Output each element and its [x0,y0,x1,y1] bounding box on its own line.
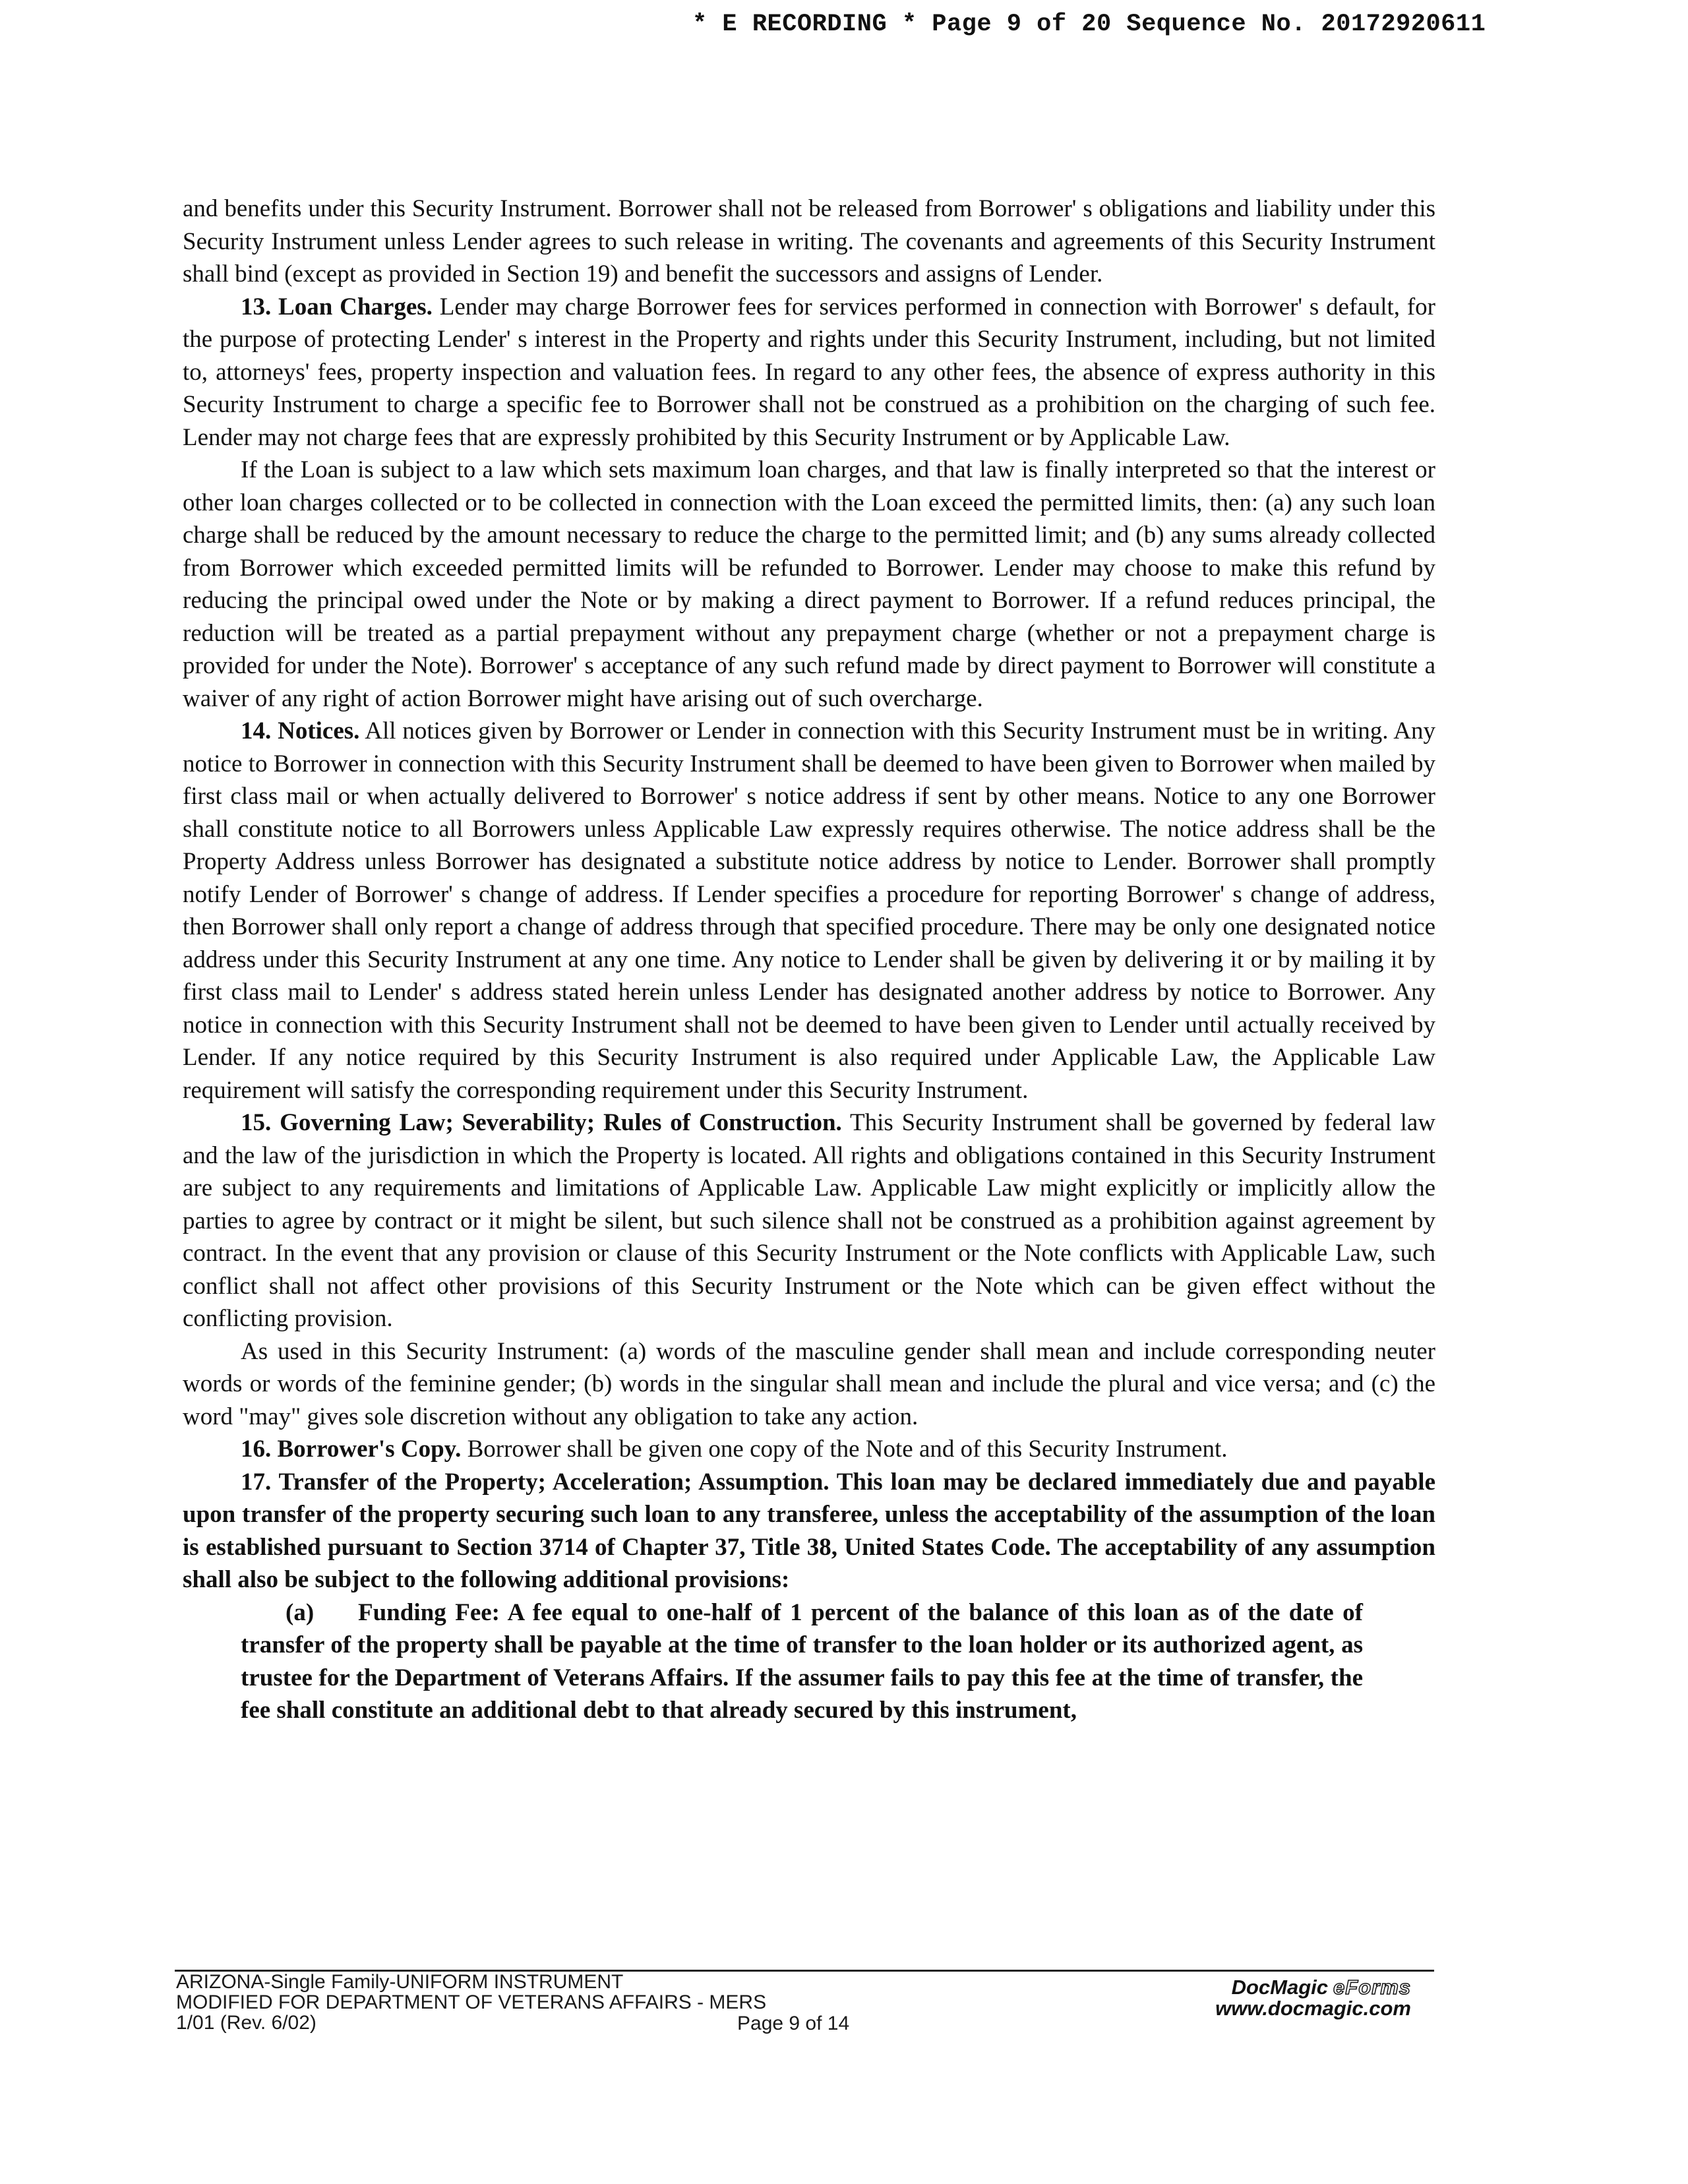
brand-name: DocMagic [1231,1976,1329,1999]
brand-eforms-logo: eForms [1333,1976,1411,1999]
section-16-heading: 16. Borrower's Copy. [241,1436,462,1463]
footer-page-number: Page 9 of 14 [737,2013,850,2034]
footer-brand [1215,1977,1411,2019]
recording-stamp: * E RECORDING * Page 9 of 20 Sequence No. 20172920611 [692,11,1486,38]
section-17a-label: (a) [286,1598,315,1626]
footer-form-line-2: MODIFIED FOR DEPARTMENT OF VETERANS AFFAIRS - MERS [176,1991,767,2013]
section-13-paragraph-2: If the Loan is subject to a law which sets maximum loan charges, and that law is finally interpreted so that the interest or other loan charges collected or to be collected in connection with the Loan exceed the permitted limits, then: (a) any such loan charge shall be reduced by the amount necessary to reduce the charge to the permitted limit; and (b) any sums already collected from Borrower which exceeded permitted limits will be refunded to Borrower. Lender may choose to make this refund by reducing the principal owed under the Note or by making a direct payment to Borrower. If a refund reduces principal, the reduction will be treated as a partial prepayment without any prepayment charge (whether or not a prepayment charge is provided for under the Note). Borrower' s acceptance of any such refund made by direct payment to Borrower will constitute a waiver of any right of action Borrower might have arising out of such overcharge. [183,456,1435,712]
section-13-paragraph [183,291,1435,454]
section-16-text: Borrower shall be given one copy of the Note and of this Security Instrument. [461,1436,1228,1463]
footer-form-line-1: ARIZONA-Single Family-UNIFORM INSTRUMENT [176,1971,624,1993]
footer-form-info [176,1972,766,2033]
brand-logo [1215,1977,1411,1998]
section-17a-text: Funding Fee: A fee equal to one-half of 1 percent of the balance of this loan as of the date of transfer of the property shall be payable at the time of transfer to the loan holder or its authorized agent, as trustee for the Department of Veterans Affairs. If the assumer fails to pay this fee at the time of transfer, the fee shall constitute an additional debt to that already secured by this instrument, [241,1598,1363,1724]
section-15-paragraph-2: As used in this Security Instrument: (a) words of the masculine gender shall mean and include corresponding neuter words or words of the feminine gender; (b) words in the singular shall mean and include the plural and vice versa; and (c) the word "may" gives sole discretion without any obligation to take any action. [183,1337,1435,1430]
section-15-text: This Security Instrument shall be governed by federal law and the law of the jurisdiction in which the Property is located. All rights and obligations contained in this Security Instrument are subject to any requirements and limitations of Applicable Law. Applicable Law might explicitly or implicitly allow the parties to agree by contract or it might be silent, but such silence shall not be construed as a prohibition against agreement by contract. In the event that any provision or clause of this Security Instrument or the Note conflicts with Applicable Law, such conflict shall not affect other provisions of this Security Instrument or the Note which can be given effect without the conflicting provision. [183,1109,1435,1332]
section-13-text: Lender may charge Borrower fees for services performed in connection with Borrower' s default, for the purpose of protecting Lender' s interest in the Property and rights under this Security Instrument, including, but not limited to, attorneys' fees, property inspection and valuation fees. In regard to any other fees, the absence of express authority in this Security Instrument to charge a specific fee to Borrower shall not be construed as a prohibition on the charging of such fee. Lender may not charge fees that are expressly prohibited by this Security Instrument or by Applicable Law. [183,293,1435,451]
section-14-paragraph [183,715,1435,1107]
section-14-heading: 14. Notices. [241,717,360,744]
section-15-heading: 15. Governing Law; Severability; Rules of Construction. [241,1109,842,1136]
brand-url: www.docmagic.com [1215,1997,1411,2020]
section-14-text: All notices given by Borrower or Lender in connection with this Security Instrument must be in writing. Any notice to Borrower in connection with this Security Instrument shall be deemed to have been given to Borrower when mailed by first class mail or when actually delivered to Borrower' s notice address if sent by other means. Notice to any one Borrower shall constitute notice to all Borrowers unless Applicable Law expressly requires otherwise. The notice address shall be the Property Address unless Borrower has designated a substitute notice address by notice to Lender. Borrower shall promptly notify Lender of Borrower' s change of address. If Lender specifies a procedure for reporting Borrower' s change of address, then Borrower shall only report a change of address through that specified procedure. There may be only one designated notice address under this Security Instrument at any one time. Any notice to Lender shall be given by delivering it or by mailing it by first class mail to Lender' s address stated herein unless Lender has designated another address by notice to Borrower. Any notice in connection with this Security Instrument shall not be deemed to have been given to Lender until actually received by Lender. If any notice required by this Security Instrument is also required under Applicable Law, the Applicable Law requirement will satisfy the corresponding requirement under this Security Instrument. [183,717,1435,1104]
section-16-paragraph [183,1433,1435,1466]
section-17-paragraph: 17. Transfer of the Property; Acceleration; Assumption. This loan may be declared immediately due and payable upon transfer of the property securing such loan to any transferee, unless the acceptability of the assumption of the loan is established pursuant to Section 3714 of Chapter 37, Title 38, United States Code. The acceptability of any assumption shall also be subject to the following additional provisions: [183,1468,1435,1593]
section-13-heading: 13. Loan Charges. [241,293,433,320]
continued-paragraph: and benefits under this Security Instrument. Borrower shall not be released from Borrower' s obligations and liability under this Security Instrument unless Lender agrees to such release in writing. The covenants and agreements of this Security Instrument shall bind (except as provided in Section 19) and benefit the successors and assigns of Lender. [183,195,1435,288]
footer-form-line-3: 1/01 (Rev. 6/02) [176,2012,316,2034]
section-17a-paragraph [183,1596,1435,1727]
document-body [183,193,1435,1727]
section-15-paragraph [183,1107,1435,1335]
